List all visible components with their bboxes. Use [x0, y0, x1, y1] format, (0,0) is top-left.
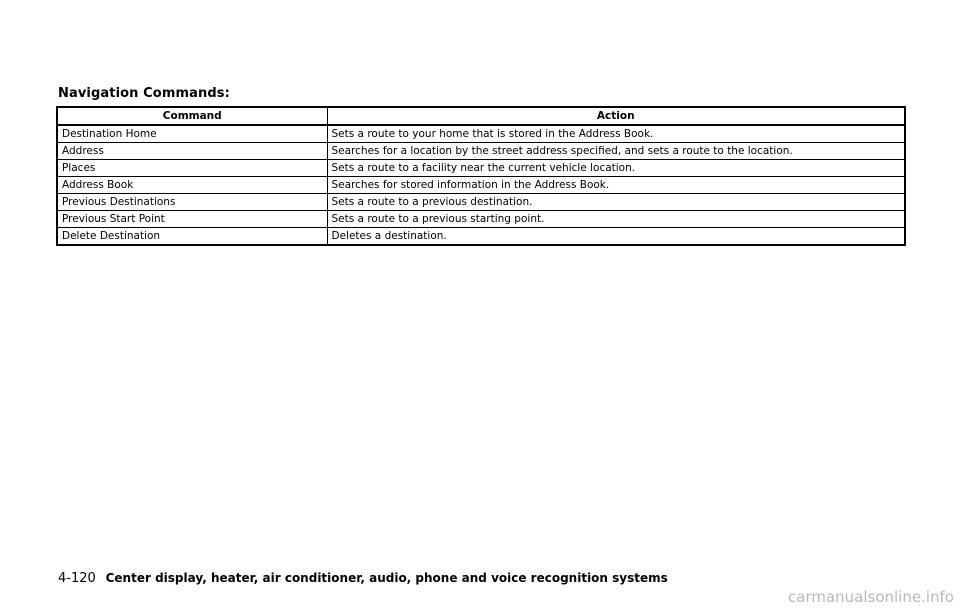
command-cell: Address [57, 143, 327, 160]
action-cell: Sets a route to a previous destination. [327, 194, 905, 211]
site-watermark: carmanualsonline.info [788, 588, 954, 606]
action-cell: Deletes a destination. [327, 228, 905, 246]
navigation-commands-table [56, 106, 906, 246]
table-row [57, 211, 905, 228]
command-cell: Delete Destination [57, 228, 327, 246]
action-cell: Searches for a location by the street address specified, and sets a route to the location. [327, 143, 905, 160]
section-title: Navigation Commands: [58, 86, 230, 101]
command-cell: Places [57, 160, 327, 177]
command-cell: Previous Start Point [57, 211, 327, 228]
chapter-title: Center display, heater, air conditioner, audio, phone and voice recognition systems [105, 571, 668, 585]
action-cell: Searches for stored information in the Address Book. [327, 177, 905, 194]
table-row [57, 160, 905, 177]
table-row [57, 194, 905, 211]
table-header-row [57, 107, 905, 125]
page-footer [58, 571, 668, 586]
action-cell: Sets a route to a previous starting point. [327, 211, 905, 228]
table-row [57, 228, 905, 246]
table-row [57, 143, 905, 160]
action-cell: Sets a route to your home that is stored in the Address Book. [327, 125, 905, 143]
command-cell: Address Book [57, 177, 327, 194]
page-number: 4-120 [58, 571, 96, 586]
table-row [57, 177, 905, 194]
action-cell: Sets a route to a facility near the current vehicle location. [327, 160, 905, 177]
command-cell: Destination Home [57, 125, 327, 143]
column-header-action: Action [327, 107, 905, 125]
command-cell: Previous Destinations [57, 194, 327, 211]
column-header-command: Command [57, 107, 327, 125]
table-row [57, 125, 905, 143]
